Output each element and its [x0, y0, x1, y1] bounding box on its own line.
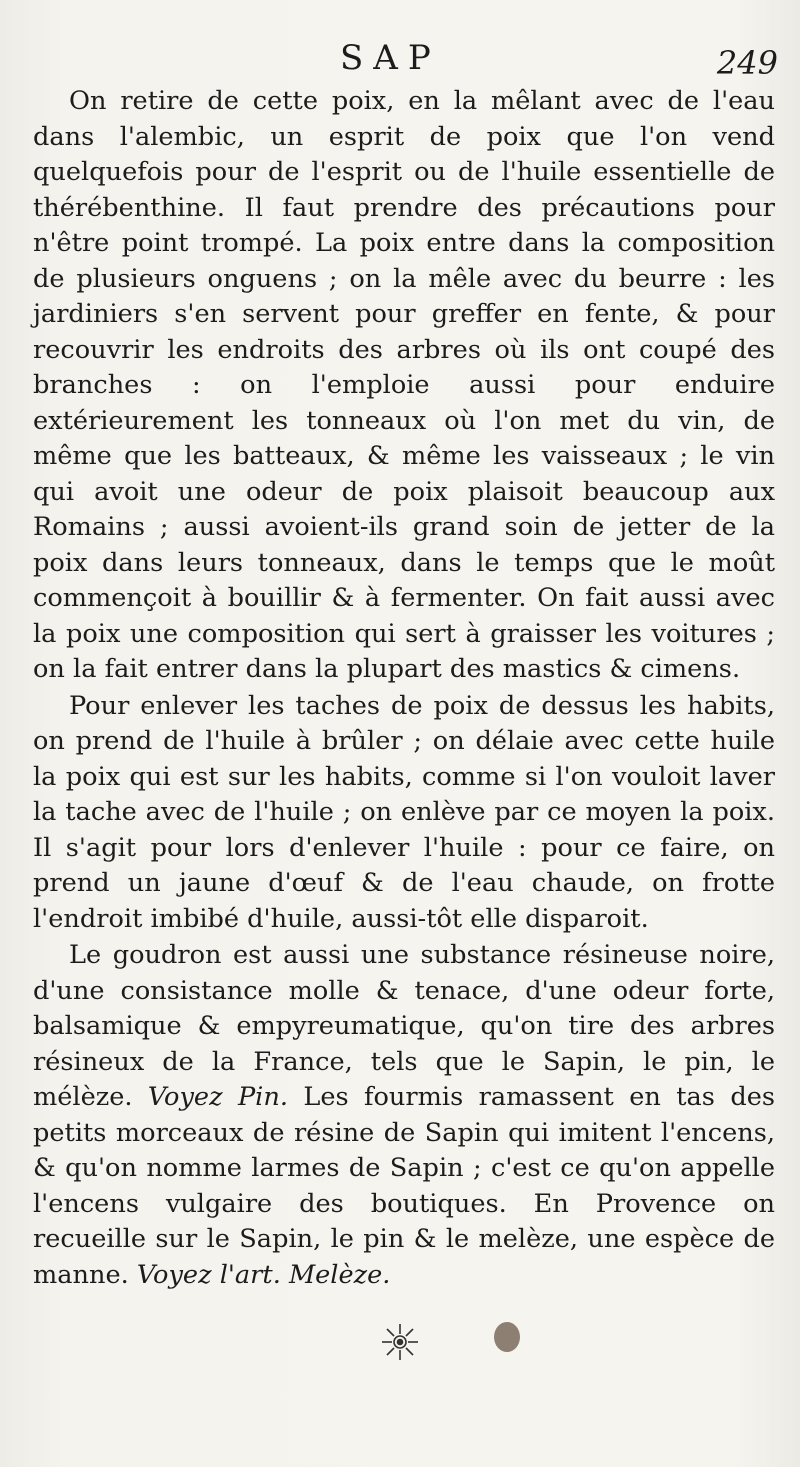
paragraph-poix	[33, 84, 775, 688]
paragraph-goudron	[33, 938, 775, 1293]
running-head: SAP	[340, 38, 441, 78]
paragraph-taches	[33, 689, 775, 938]
body-text	[33, 84, 775, 1293]
page-header	[0, 38, 800, 88]
paragraph-text: On retire de cette poix, en la mêlant avec de l'eau dans l'alembic, un esprit de poix que l'on vend quelquefois pour de l'esprit ou de l'huile essentielle de thérébenthine. Il faut prendre des précautions pour n'être point trompé. La poix entre dans la composition de plusieurs onguens ; on la mêle avec du beurre : les jardiniers s'en servent pour greffer en fente, & pour recouvrir les endroits des arbres où ils ont coupé des branches : on l'emploie aussi pour enduire extérieurement les tonneaux où l'on met du vin, de même que les batteaux, & même les vaisseaux ; le vin qui avoit une odeur de poix plaisoit beaucoup aux Romains ; aussi avoient-ils grand soin de jetter de la poix dans leurs tonneaux, dans le temps que le moût commençoit à bouillir & à fermenter. On fait aussi avec la poix une composition qui sert à graisser les voitures ; on la fait entrer dans la plupart des mastics & cimens.	[33, 86, 775, 684]
paragraph-text: Pour enlever les taches de poix de dessus les habits, on prend de l'huile à brûler ; on délaie avec cette huile la poix qui est sur les habits, comme si l'on vouloit laver la tache avec de l'huile ; on enlève par ce moyen la poix. Il s'agit pour lors d'enlever l'huile : pour ce faire, on prend un jaune d'œuf & de l'eau chaude, on frotte l'endroit imbibé d'huile, aussi-tôt elle disparoit.	[33, 690, 775, 934]
cross-reference-pin: Voyez Pin.	[147, 1082, 288, 1112]
paragraph-text: Le goudron est aussi une substance résineuse noire, d'une consistance molle & tenace, d'une odeur forte, balsamique & empyreumatique, qu'on tire des arbres résineux de la France, tels que le Sapin, le pin, le mélèze.	[33, 940, 775, 1112]
fleuron-ornament-icon	[380, 1322, 420, 1362]
cross-reference-meleze: Voyez l'art. Melèze.	[136, 1259, 391, 1290]
ink-stain	[494, 1322, 520, 1352]
paragraph-text: Les fourmis ramassent en tas des petits morceaux de résine de Sapin qui imitent l'encens, & qu'on nomme larmes de Sapin ; c'est ce qu'on appelle l'encens vulgaire des boutiques. En Provence on recueille sur le Sapin, le pin & le melèze, une espèce de manne.	[33, 1082, 775, 1290]
page-number: 249	[716, 44, 778, 82]
